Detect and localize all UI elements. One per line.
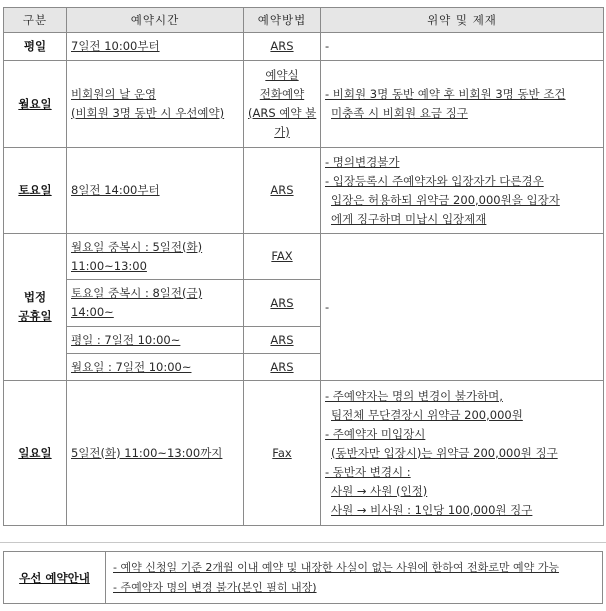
reservation-table (3, 7, 604, 526)
method-holiday-monday: FAX (244, 234, 321, 280)
penalty-saturday (321, 148, 604, 234)
method-monday-line: (ARS 예약 불 (248, 106, 317, 120)
penalty-monday-line: - 비회원 3명 동반 예약 후 비회원 3명 동반 조건 (325, 87, 566, 101)
category-weekday: 평일 (4, 33, 67, 61)
method-monday-line: 가) (274, 125, 290, 139)
category-holiday-line: 공휴일 (18, 309, 52, 323)
time-holiday-line: 토요일 중복시 : 8일전(금) (71, 286, 203, 300)
penalty-sunday-line: - 주예약자 미입장시 (325, 426, 426, 441)
notice-body (113, 558, 559, 598)
category-monday: 월요일 (4, 61, 67, 148)
method-monday-line: 예약실 (265, 68, 299, 82)
category-holiday (4, 234, 67, 381)
time-holiday-line: 월요일 중복시 : 5일전(화) (71, 239, 203, 254)
penalty-sunday-line: (동반자만 입장시)는 위약금 200,000원 징구 (331, 445, 558, 460)
time-holiday-monday (67, 234, 244, 280)
penalty-sunday-line: 사원 → 사원 (인정) (331, 483, 428, 498)
method-holiday-saturday: ARS (244, 280, 321, 327)
divider (0, 542, 606, 543)
penalty-sunday-line: 사원 → 비사원 : 1인당 100,000원 징구 (331, 502, 533, 517)
time-holiday-monday-normal: 월요일 : 7일전 10:00~ (67, 354, 244, 381)
penalty-saturday-line: 입장은 허용하되 위약금 200,000원을 입장자 (331, 192, 560, 207)
header-row (4, 8, 604, 33)
time-monday (67, 61, 244, 148)
category-saturday: 토요일 (4, 148, 67, 234)
time-holiday-weekday: 평일 : 7일전 10:00~ (67, 327, 244, 354)
time-sunday: 5일전(화) 11:00~13:00까지 (67, 381, 244, 526)
penalty-saturday-line: 에게 징구하며 미납시 입장제재 (331, 211, 487, 226)
penalty-sunday-line: - 동반자 변경시 : (325, 464, 411, 479)
time-holiday-line: 11:00~13:00 (71, 258, 147, 273)
priority-reservation-notice (3, 551, 603, 604)
method-weekday: ARS (244, 33, 321, 61)
category-sunday: 일요일 (4, 381, 67, 526)
row-holiday-1 (4, 234, 604, 280)
time-holiday-line: 14:00~ (71, 305, 114, 319)
penalty-holiday: - (321, 234, 604, 381)
penalty-monday-line: 미충족 시 비회원 요금 징구 (331, 106, 468, 120)
header-category: 구분 (4, 8, 67, 33)
notice-line: - 주예약자 명의 변경 불가(본인 필히 내장) (113, 581, 317, 594)
notice-label: 우선 예약안내 (4, 552, 106, 603)
header-method: 예약방법 (244, 8, 321, 33)
penalty-sunday (321, 381, 604, 526)
time-monday-line: (비회원 3명 동반 시 우선예약) (71, 106, 225, 120)
row-monday (4, 61, 604, 148)
method-holiday-weekday: ARS (244, 327, 321, 354)
penalty-sunday-line: 팀전체 무단결장시 위약금 200,000원 (331, 407, 523, 422)
method-saturday: ARS (244, 148, 321, 234)
method-monday (244, 61, 321, 148)
penalty-saturday-line: - 입장등록시 주예약자와 입장자가 다른경우 (325, 173, 544, 188)
header-time: 예약시간 (67, 8, 244, 33)
row-saturday (4, 148, 604, 234)
method-holiday-monday-normal: ARS (244, 354, 321, 381)
time-weekday: 7일전 10:00부터 (67, 33, 244, 61)
method-sunday: Fax (244, 381, 321, 526)
header-penalty: 위약 및 제재 (321, 8, 604, 33)
penalty-sunday-line: - 주예약자는 명의 변경이 불가하며, (325, 388, 503, 403)
notice-line: - 예약 신청일 기준 2개월 이내 예약 및 내장한 사실이 없는 사원에 한하여 전화로만 예약 가능 (113, 561, 559, 574)
time-saturday: 8일전 14:00부터 (67, 148, 244, 234)
category-holiday-line: 법정 (23, 290, 47, 304)
time-holiday-saturday (67, 280, 244, 327)
penalty-saturday-line: - 명의변경불가 (325, 154, 400, 169)
time-monday-line: 비회원의 날 운영 (71, 87, 157, 101)
method-monday-line: 전화예약 (259, 87, 305, 101)
row-weekday (4, 33, 604, 61)
penalty-weekday: - (321, 33, 604, 61)
row-sunday (4, 381, 604, 526)
penalty-monday (321, 61, 604, 148)
